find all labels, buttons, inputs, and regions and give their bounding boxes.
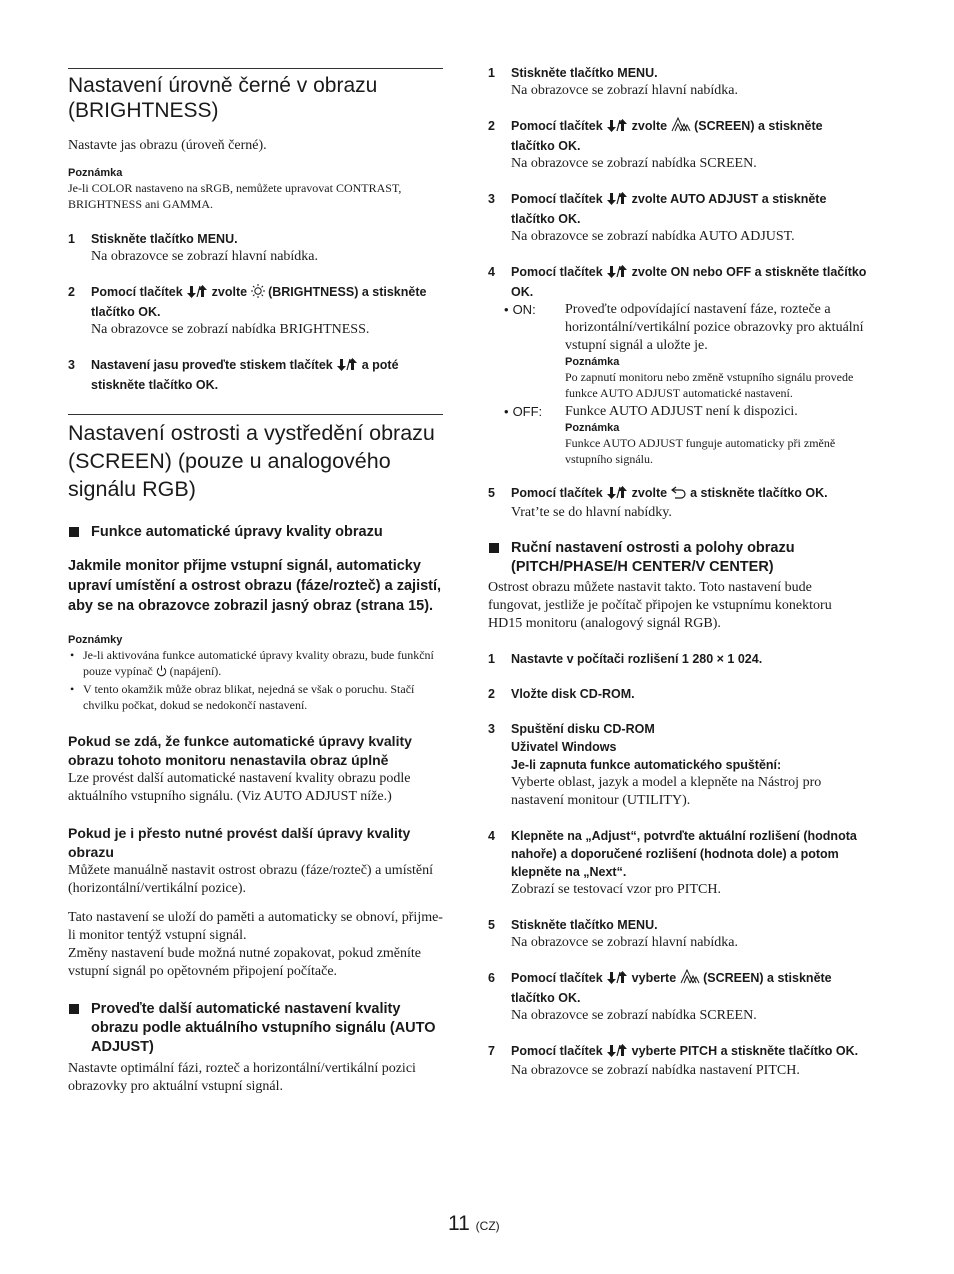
step-number: 4 [488,829,495,843]
manual-step-5 [488,916,868,952]
step-number: 5 [488,486,495,500]
step-number: 1 [68,232,75,246]
step-title-a: Pomocí tlačítek [511,192,603,206]
step-title [511,484,868,504]
subsection-title: Ruční nastavení ostrosti a polohy obrazu (PITCH/PHASE/H CENTER/V CENTER) [511,540,795,575]
step-number: 4 [488,265,495,279]
down-up-arrows-icon [606,265,628,283]
step-desc: Na obrazovce se zobrazí hlavní nabídka. [91,249,319,264]
square-bullet-icon [69,1004,79,1014]
manual-step-1 [488,650,868,668]
note-text: V tento okamžik může obraz blikat, nejedná se však o poruchu. Stačí chvilku počkat, dokud se nedokončí nastavení. [83,682,415,712]
step-desc: Na obrazovce se zobrazí nabídka BRIGHTNESS. [91,322,370,337]
step-title-a: Pomocí tlačítek [511,971,603,985]
step-number: 2 [488,119,495,133]
step-title-2: Uživatel Windows [511,740,617,754]
power-icon [156,665,167,681]
step-title-a: Pomocí tlačítek [511,265,603,279]
manual-step-3 [488,720,868,810]
screen-menu-icon [680,969,700,989]
step-title-b: vyberte [631,971,677,985]
note-text-a: Je-li aktivována funkce automatické úpravy kvality obrazu, bude funkční pouze vypínač [83,648,434,678]
down-up-arrows-icon [606,1044,628,1062]
manual-step-2 [488,685,868,703]
step-number: 3 [68,358,75,372]
brightness-step-3 [68,356,443,394]
subsection-manual [488,539,868,577]
step-title: Nastavte v počítači rozlišení 1 280 × 1 024. [511,652,763,666]
screen-step-4 [488,263,868,301]
step-title-a: Pomocí tlačítek [511,1044,603,1058]
step-number: 3 [488,192,495,206]
step-desc: Na obrazovce se zobrazí hlavní nabídka. [511,935,739,950]
section-title-brightness: Nastavení úrovně černé v obrazu (BRIGHTNESS) [68,68,443,123]
step-title-b: vyberte PITCH a stiskněte tlačítko OK. [631,1044,859,1058]
step-title [511,190,868,228]
square-bullet-icon [489,543,499,553]
manual-step-4 [488,827,868,899]
note-bullet-2 [68,681,443,713]
step-title-b: a poté stiskněte tlačítko OK. [91,358,399,392]
step-number: 2 [488,687,495,701]
page-number-value: 11 [448,1212,470,1235]
step-desc: Na obrazovce se zobrazí hlavní nabídka. [511,83,739,98]
subsection-title: Funkce automatické úpravy kvality obrazu [91,524,383,540]
square-bullet-icon [69,527,79,537]
down-up-arrows-icon [606,486,628,504]
step-desc: Vyberte oblast, jazyk a model a klepněte na Nástroj pro nastavení monitour (UTILITY). [511,775,822,808]
option-key-label: OFF: [512,404,543,419]
step-number: 1 [488,652,495,666]
subsection-title: Proveďte další automatické nastavení kvality obrazu podle aktuálního vstupního signálu (AUTO ADJUST) [91,1001,436,1055]
notes-heading: Poznámky [68,634,123,646]
paragraph-saved-2: Změny nastavení bude možná nutné zopakovat, pokud změníte vstupní signál po opětovném připojení počítače. [68,946,422,979]
step-title-b: zvolte ON nebo OFF a stiskněte tlačítko OK. [511,265,867,299]
step-desc: Zobrazí se testovací vzor pro PITCH. [511,882,721,897]
step-title-a: Pomocí tlačítek [511,119,603,133]
step-title: Vložte disk CD-ROM. [511,687,635,701]
step-title-c: (SCREEN) a stiskněte tlačítko OK. [511,971,832,1005]
option-on [488,301,868,401]
section-title-screen: Nastavení ostrosti a vystředění obrazu (SCREEN) (pouze u analogového signálu RGB) [68,414,443,503]
step-title: Spuštění disku CD-ROM [511,722,655,736]
option-key [504,403,542,421]
step-title-a: Nastavení jasu proveďte stiskem tlačítek [91,358,333,372]
step-title-c: (SCREEN) a stiskněte tlačítko OK. [511,119,823,153]
bullet: • [504,302,509,317]
step-title [511,969,868,1007]
screen-step-3 [488,190,868,246]
step-title-b: zvolte [631,119,668,133]
left-column [68,68,443,1096]
page-number [448,1212,500,1236]
brightness-intro: Nastavte jas obrazu (úroveň černé). [68,138,267,153]
step-desc: Na obrazovce se zobrazí nabídka SCREEN. [511,156,757,171]
note-bullet-1 [68,647,443,681]
step-title-a: Pomocí tlačítek [91,285,183,299]
page-language-code: (CZ) [475,1219,500,1233]
brightness-sun-icon [251,284,265,303]
step-desc: Na obrazovce se zobrazí nabídka nastavení PITCH. [511,1063,800,1078]
note-heading: Poznámka [565,422,620,434]
paragraph-saved-1: Tato nastavení se uloží do paměti a automaticky se obnoví, přijme-li monitor tentýž vstupní signál. [68,910,443,943]
down-up-arrows-icon [606,119,628,137]
option-off [488,403,868,467]
step-number: 3 [488,722,495,736]
step-title: Stiskněte tlačítko MENU. [511,918,658,932]
step-number: 5 [488,918,495,932]
step-number: 6 [488,971,495,985]
note-text: Po zapnutí monitoru nebo změně vstupního signálu provede funkce AUTO ADJUST automatické nastavení. [565,370,854,400]
screen-menu-icon [671,117,691,137]
option-text: Proveďte odpovídající nastavení fáze, rozteče a horizontální/vertikální pozice obrazovky pro aktuální vstupní signál a uložte je. [565,302,864,353]
step-number: 7 [488,1044,495,1058]
manual-step-6 [488,969,868,1025]
step-title: Stiskněte tlačítko MENU. [91,232,238,246]
right-column [488,64,868,1080]
bullet: • [504,404,509,419]
brightness-step-2 [68,283,443,339]
screen-step-5 [488,484,868,522]
step-title-a: Pomocí tlačítek [511,486,603,500]
bullet: • [70,682,75,696]
step-title: Klepněte na „Adjust“, potvrďte aktuální rozlišení (hodnota nahoře) a doporučené rozlišení (hodnota dole) a potom klepněte na „Next“. [511,829,857,879]
down-up-arrows-icon [606,192,628,210]
note-text: Je-li COLOR nastaveno na sRGB, nemůžete upravovat CONTRAST, BRIGHTNESS ani GAMMA. [68,181,402,211]
option-key [504,301,536,319]
step-title [511,263,868,301]
step-desc: Na obrazovce se zobrazí nabídka AUTO ADJUST. [511,229,795,244]
paragraph-manual: Ostrost obrazu můžete nastavit takto. Toto nastavení bude fungovat, jestliže je počítač připojen ke vstupnímu konektoru HD15 monitoru (analogový signál RGB). [488,580,832,631]
step-title: Stiskněte tlačítko MENU. [511,66,658,80]
option-key-label: ON: [512,302,536,317]
step-desc: Vrat’te se do hlavní nabídky. [511,505,672,520]
note-heading: Poznámka [68,167,123,179]
step-desc: Na obrazovce se zobrazí nabídka SCREEN. [511,1008,757,1023]
step-title [91,356,443,394]
note-text-b: (napájení). [169,664,222,678]
step-title-b: zvolte [211,285,248,299]
note-heading: Poznámka [565,356,620,368]
down-up-arrows-icon [336,358,358,376]
step-title-b: zvolte [631,486,668,500]
heading-incomplete: Pokud se zdá, že funkce automatické úpravy kvality obrazu tohoto monitoru nenastavila obraz úplně [68,733,412,768]
subsection-auto-adjust [68,1000,443,1057]
step-number: 2 [68,285,75,299]
paragraph-auto: Nastavte optimální fázi, rozteč a horizontální/vertikální pozici obrazovky pro aktuální vstupní signál. [68,1061,416,1094]
down-up-arrows-icon [186,285,208,303]
option-text: Funkce AUTO ADJUST není k dispozici. [565,404,798,419]
step-title-3: Je-li zapnuta funkce automatického spuštění: [511,758,782,772]
step-title [91,283,443,321]
brightness-step-1 [68,230,443,266]
bullet: • [70,648,75,662]
step-title-c: (BRIGHTNESS) a stiskněte tlačítko OK. [91,285,427,319]
down-up-arrows-icon [606,971,628,989]
paragraph-further: Můžete manuálně nastavit ostrost obrazu (fáze/rozteč) a umístění (horizontální/vertikální pozice). [68,863,434,896]
auto-adjust-bold-paragraph: Jakmile monitor přijme vstupní signál, automaticky upraví umístění a ostrost obrazu (fáze/rozteč) a zajistí, aby se na obrazovce zobrazil jasný obraz (strana 15). [68,558,442,614]
step-title [511,1042,868,1062]
step-number: 1 [488,66,495,80]
paragraph-incomplete: Lze provést další automatické nastavení kvality obrazu podle aktuálního vstupního signálu. (Viz AUTO ADJUST níže.) [68,771,411,804]
heading-further: Pokud je i přesto nutné provést další úpravy kvality obrazu [68,825,411,860]
subsection-auto-quality [68,523,443,542]
step-title-c: a stiskněte tlačítko OK. [690,486,828,500]
screen-step-2 [488,117,868,173]
screen-step-1 [488,64,868,100]
manual-step-7 [488,1042,868,1080]
step-title-b: zvolte AUTO ADJUST a stiskněte tlačítko OK. [511,192,827,226]
note-text: Funkce AUTO ADJUST funguje automaticky při změně vstupního signálu. [565,436,836,466]
return-arrow-icon [671,486,687,504]
step-title [511,117,868,155]
